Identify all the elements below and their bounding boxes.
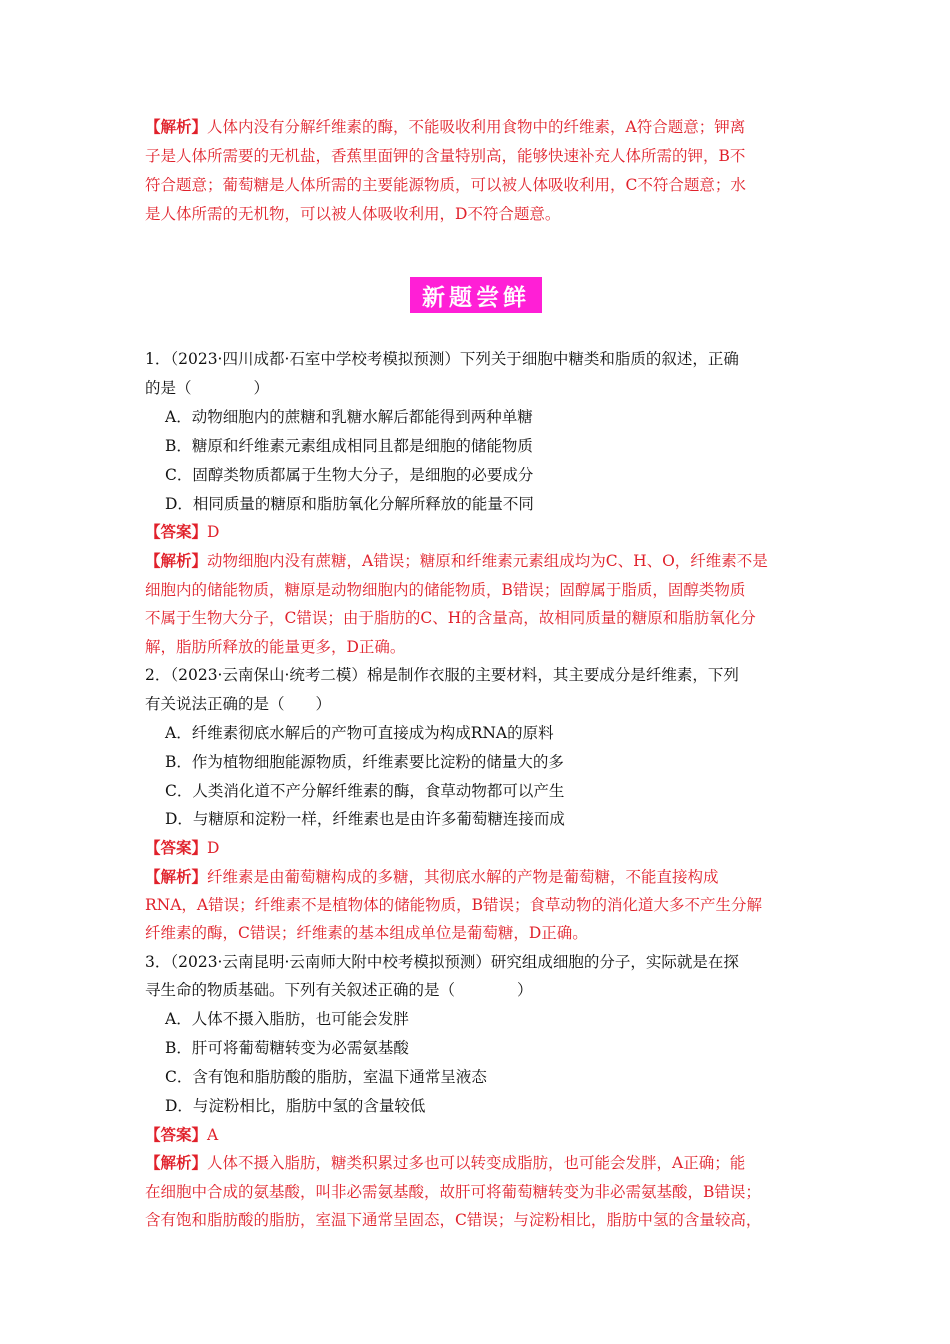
question-1-stem: 1．（2023·四川成都·石室中学校考模拟预测）下列关于细胞中糖类和脂质的叙述，正确	[145, 350, 739, 368]
intro-analysis-line: 是人体所需的无机物，可以被人体吸收利用，D不符合题意。	[145, 205, 561, 223]
question-3-option-b: B．肝可将葡萄糖转变为必需氨基酸	[165, 1039, 409, 1057]
question-1-answer	[145, 521, 219, 543]
question-2-stem: 2．（2023·云南保山·统考二模）棉是制作衣服的主要材料，其主要成分是纤维素，下列	[145, 666, 739, 684]
question-1-analysis: 解，脂肪所释放的能量更多，D正确。	[145, 638, 406, 656]
intro-analysis-line: 符合题意；葡萄糖是人体所需的主要能源物质，可以被人体吸收利用，C不符合题意；水	[145, 176, 746, 194]
question-3-stem: 寻生命的物质基础。下列有关叙述正确的是（ ）	[145, 981, 533, 999]
intro-analysis-line: 【解析】人体内没有分解纤维素的酶，不能吸收利用食物中的纤维素，A符合题意；钾离	[145, 117, 746, 136]
analysis-tag: 【解析】	[145, 551, 208, 570]
question-1-stem: 的是（ ）	[145, 379, 270, 397]
question-1-option-a: A．动物细胞内的蔗糖和乳糖水解后都能得到两种单糖	[165, 408, 533, 426]
question-2-answer	[145, 837, 219, 859]
answer-tag: 【答案】	[145, 1125, 208, 1144]
question-1-analysis: 不属于生物大分子，C错误；由于脂肪的C、H的含量高，故相同质量的糖原和脂肪氧化分	[145, 609, 756, 627]
question-3-option-d: D．与淀粉相比，脂肪中氢的含量较低	[165, 1097, 426, 1115]
question-2-stem: 有关说法正确的是（ ）	[145, 695, 332, 713]
question-2-option-d: D．与糖原和淀粉一样，纤维素也是由许多葡萄糖连接而成	[165, 810, 565, 828]
section-banner: 新题尝鲜	[410, 277, 542, 313]
question-2-option-c: C．人类消化道不产分解纤维素的酶，食草动物都可以产生	[165, 782, 565, 800]
question-2-option-b: B．作为植物细胞能源物质，纤维素要比淀粉的储量大的多	[165, 753, 564, 771]
question-3-stem: 3．（2023·云南昆明·云南师大附中校考模拟预测）研究组成细胞的分子，实际就是在探	[145, 953, 739, 971]
question-3-analysis: 在细胞中合成的氨基酸，叫非必需氨基酸，故肝可将葡萄糖转变为非必需氨基酸，B错误；	[145, 1183, 761, 1201]
question-1-option-d: D．相同质量的糖原和脂肪氧化分解所释放的能量不同	[165, 495, 534, 513]
question-2-analysis: RNA，A错误；纤维素不是植物体的储能物质，B错误；食草动物的消化道大多不产生分解	[145, 896, 763, 914]
analysis-tag: 【解析】	[145, 117, 208, 136]
question-1-option-c: C．固醇类物质都属于生物大分子，是细胞的必要成分	[165, 466, 534, 484]
question-3-analysis: 【解析】人体不摄入脂肪，糖类积累过多也可以转变成脂肪，也可能会发胖，A正确；能	[145, 1153, 746, 1172]
question-3-option-c: C．含有饱和脂肪酸的脂肪，室温下通常呈液态	[165, 1068, 487, 1086]
answer-tag: 【答案】	[145, 838, 208, 857]
analysis-tag: 【解析】	[145, 867, 208, 886]
question-3-option-a: A．人体不摄入脂肪，也可能会发胖	[165, 1010, 409, 1028]
answer-value: D	[207, 523, 220, 541]
answer-value: A	[207, 1126, 219, 1144]
question-2-analysis: 【解析】纤维素是由葡萄糖构成的多糖，其彻底水解的产物是葡萄糖，不能直接构成	[145, 867, 719, 886]
question-3-analysis: 含有饱和脂肪酸的脂肪，室温下通常呈固态，C错误；与淀粉相比，脂肪中氢的含量较高，	[145, 1211, 762, 1229]
question-1-option-b: B．糖原和纤维素元素组成相同且都是细胞的储能物质	[165, 437, 533, 455]
analysis-tag: 【解析】	[145, 1153, 208, 1172]
question-2-option-a: A．纤维素彻底水解后的产物可直接成为构成RNA的原料	[165, 724, 554, 742]
answer-value: D	[207, 839, 220, 857]
question-2-analysis: 纤维素的酶，C错误；纤维素的基本组成单位是葡萄糖，D正确。	[145, 924, 588, 942]
question-1-analysis: 细胞内的储能物质，糖原是动物细胞内的储能物质，B错误；固醇属于脂质，固醇类物质	[145, 581, 746, 599]
question-1-analysis: 【解析】动物细胞内没有蔗糖，A错误；糖原和纤维素元素组成均为C、H、O，纤维素不是	[145, 551, 768, 570]
intro-analysis-line: 子是人体所需要的无机盐，香蕉里面钾的含量特别高，能够快速补充人体所需的钾，B不	[145, 147, 746, 165]
answer-tag: 【答案】	[145, 522, 208, 541]
question-3-answer	[145, 1124, 218, 1146]
